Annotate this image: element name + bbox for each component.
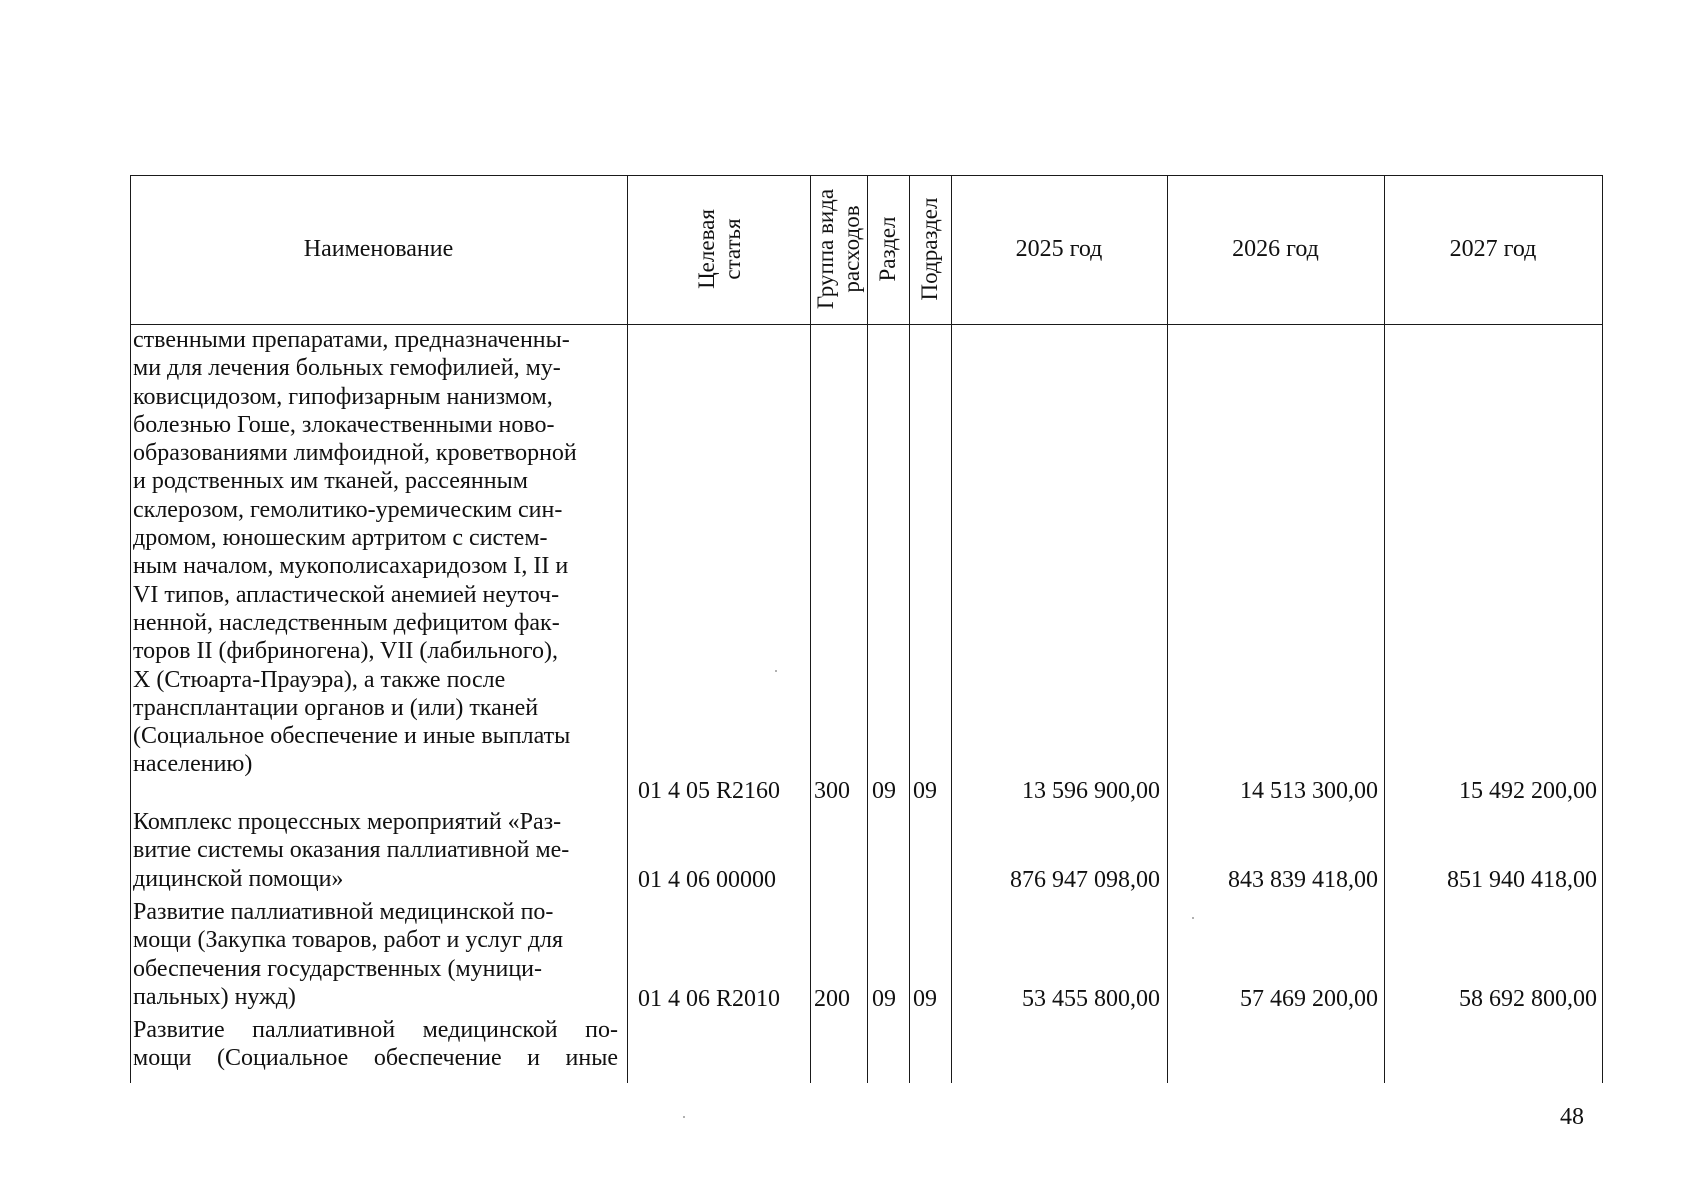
col-divider xyxy=(627,175,628,1083)
header-target-article: Целевая статья xyxy=(694,209,745,289)
header-bottom-border xyxy=(130,324,1602,325)
cell-2025: 53 455 800,00 xyxy=(1022,986,1160,1012)
header-section: Раздел xyxy=(875,216,900,282)
cell-2027: 15 492 200,00 xyxy=(1459,778,1597,804)
page-number: 48 xyxy=(1560,1104,1584,1130)
col-divider xyxy=(909,175,910,1083)
table-right-border xyxy=(1602,175,1603,1083)
cell-target-article: 01 4 06 00000 xyxy=(638,867,776,893)
table-row-description: ственными препаратами, предназначенны- ми для лечения больных гемофилией, му- ковисцидозом, гипофизарным нанизмом, болезнью Гоше, злокачественными ново- образованиями лимфоидной, кроветворной и родственных им тканей, рассеянным склерозом, гемолитико-уремическим син- дромом, юношеским артритом с систем- ным началом, мукополисахаридозом I, II и VI типов, апластической анемией неуточ- ненной, наследственным дефицитом фак- торов II (фибриногена), VII (лабильного), X (Стюарта-Прауэра), а также после трансплантации органов и (или) тканей (Социальное обеспечение и иные выплаты населению) xyxy=(133,327,577,778)
cell-2026: 14 513 300,00 xyxy=(1240,778,1378,804)
cell-target-article: 01 4 06 R2010 xyxy=(638,986,781,1012)
cell-section: 09 xyxy=(872,986,896,1012)
cell-subsection: 09 xyxy=(913,778,937,804)
cell-2026: 57 469 200,00 xyxy=(1240,986,1378,1012)
header-name: Наименование xyxy=(303,235,454,262)
header-expense-group: Группа вида расходов xyxy=(813,188,864,310)
header-2025: 2025 год xyxy=(1015,235,1103,262)
cell-2025: 13 596 900,00 xyxy=(1022,778,1160,804)
col-divider xyxy=(810,175,811,1083)
table-row-description: Развитие паллиативной медицинской по- мощи (Закупка товаров, работ и услуг для обеспечения государственных (муници- пальных) нужд) xyxy=(133,899,564,1010)
scan-speck xyxy=(775,670,777,672)
cell-2026: 843 839 418,00 xyxy=(1228,867,1378,893)
table-row-description: Развитие паллиативной медицинской по- мощи (Социальное обеспечение и иные xyxy=(133,1017,618,1072)
header-2027: 2027 год xyxy=(1449,235,1537,262)
cell-section: 09 xyxy=(872,778,896,804)
cell-subsection: 09 xyxy=(913,986,937,1012)
cell-2025: 876 947 098,00 xyxy=(1010,867,1160,893)
col-divider xyxy=(867,175,868,1083)
header-subsection: Подраздел xyxy=(917,197,942,301)
header-2026: 2026 год xyxy=(1232,235,1319,262)
cell-2027: 851 940 418,00 xyxy=(1447,867,1597,893)
scan-speck xyxy=(1192,917,1194,919)
cell-target-article: 01 4 05 R2160 xyxy=(638,778,781,804)
cell-expense-group: 300 xyxy=(814,778,850,804)
cell-expense-group: 200 xyxy=(814,986,850,1012)
cell-2027: 58 692 800,00 xyxy=(1459,986,1597,1012)
scan-speck xyxy=(683,1116,685,1118)
table-row-description: Комплекс процессных мероприятий «Раз- витие системы оказания паллиативной ме- дицинской помощи» xyxy=(133,809,570,892)
